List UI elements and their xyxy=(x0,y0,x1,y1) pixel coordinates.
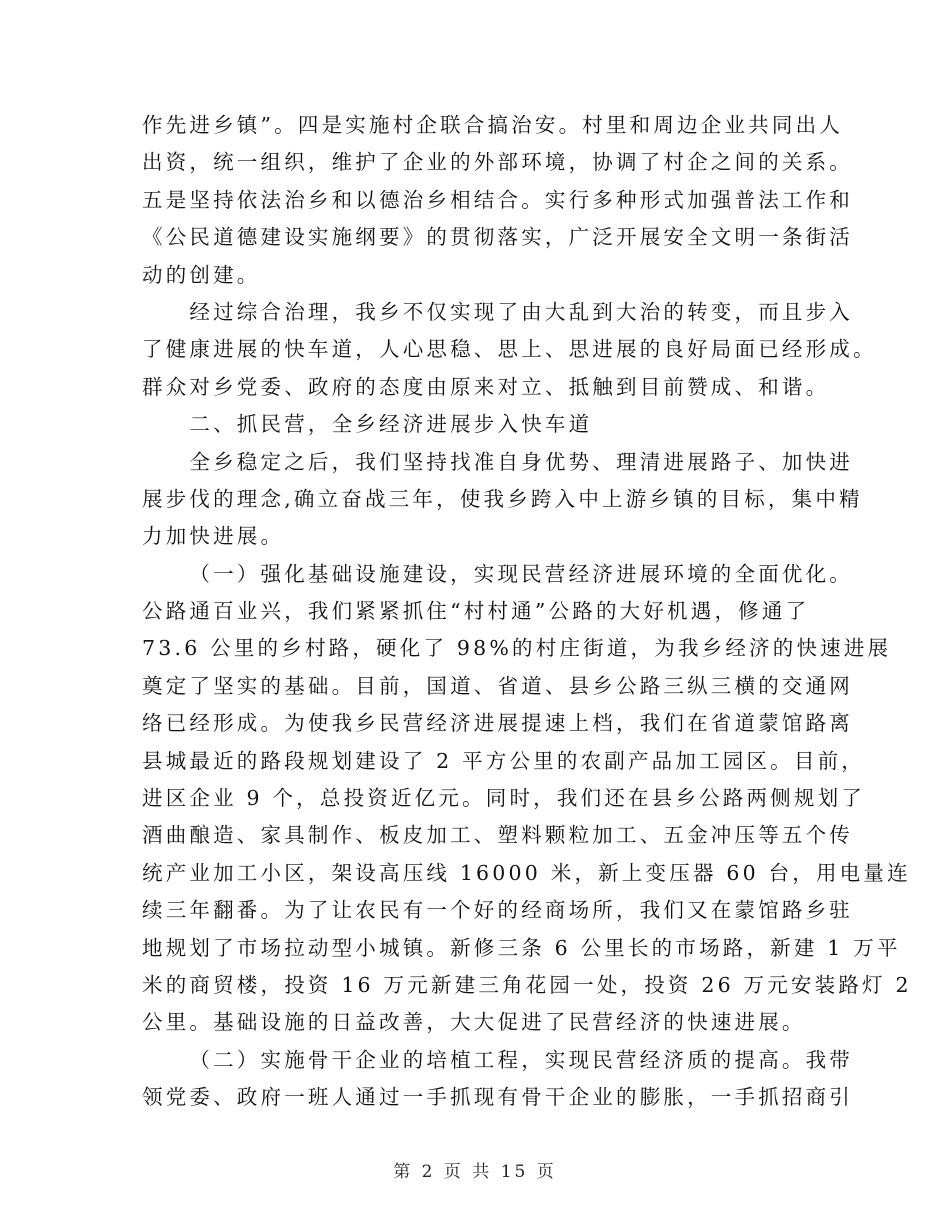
text-line: 统产业加工小区，架设高压线 16000 米，新上变压器 60 台，用电量连 xyxy=(142,860,911,885)
text-line: 米的商贸楼，投资 16 万元新建三角花园一处，投资 26 万元安装路灯 2 xyxy=(142,972,912,997)
text-line: 领党委、政府一班人通过一手抓现有骨干企业的膨胀，一手抓招商引 xyxy=(142,1085,853,1110)
text-line: 络已经形成。为使我乡民营经济进展提速上档，我们在省道蒙馆路离 xyxy=(142,711,853,736)
text-line: （二）实施骨干企业的培植工程，实现民营经济质的提高。我带 xyxy=(189,1047,853,1072)
text-line: 二、抓民营，全乡经济进展步入快车道 xyxy=(189,412,593,437)
text-line: 公里。基础设施的日益改善，大大促进了民营经济的快速进展。 xyxy=(142,1010,806,1035)
text-line: （一）强化基础设施建设，实现民营经济进展环境的全面优化。 xyxy=(189,561,853,586)
text-line: 经过综合治理，我乡不仅实现了由大乱到大治的转变，而且步入 xyxy=(189,299,853,324)
text-line: 了健康进展的快车道，人心思稳、思上、思进展的良好局面已经形成。 xyxy=(142,337,877,362)
text-line: 奠定了坚实的基础。目前，国道、省道、县乡公路三纵三横的交通网 xyxy=(142,673,853,698)
text-line: 酒曲酿造、家具制作、板皮加工、塑料颗粒加工、五金冲压等五个传 xyxy=(142,823,853,848)
text-line: 作先进乡镇”。四是实施村企联合搞治安。村里和周边企业共同出人 xyxy=(142,113,843,137)
text-line: 群众对乡党委、政府的态度由原来对立、抵触到目前赞成、和谐。 xyxy=(142,374,830,399)
text-line: 《公民道德建设实施纲要》的贯彻落实，广泛开展安全文明一条街活 xyxy=(142,225,853,250)
text-line: 出资，统一组织，维护了企业的外部环境，协调了村企之间的关系。 xyxy=(142,150,853,175)
document-body xyxy=(142,107,912,1117)
text-line: 全乡稳定之后，我们坚持找准自身优势、理清进展路子、加快进 xyxy=(189,449,853,474)
page-number-footer: 第 2 页 共 15 页 xyxy=(393,1162,557,1182)
text-line: 展步伐的理念,确立奋战三年，使我乡跨入中上游乡镇的目标，集中精 xyxy=(142,486,863,511)
text-line: 动的创建。 xyxy=(142,262,261,287)
text-line: 力加快进展。 xyxy=(142,524,285,549)
text-line: 进区企业 9 个，总投资近亿元。同时，我们还在县乡公路两侧规划了 xyxy=(142,786,865,811)
text-line: 县城最近的路段规划建设了 2 平方公里的农副产品加工园区。目前， xyxy=(142,748,865,773)
text-line: 地规划了市场拉动型小城镇。新修三条 6 公里长的市场路，新建 1 万平 xyxy=(142,935,901,960)
text-line: 73.6 公里的乡村路，硬化了 98%的村庄街道，为我乡经济的快速进展 xyxy=(142,636,892,661)
text-line: 续三年翻番。为了让农民有一个好的经商场所，我们又在蒙馆路乡驻 xyxy=(142,898,853,923)
text-line: 公路通百业兴，我们紧紧抓住“村村通”公路的大好机遇，修通了 xyxy=(142,599,810,624)
text-line: 五是坚持依法治乡和以德治乡相结合。实行多种形式加强普法工作和 xyxy=(142,187,853,212)
